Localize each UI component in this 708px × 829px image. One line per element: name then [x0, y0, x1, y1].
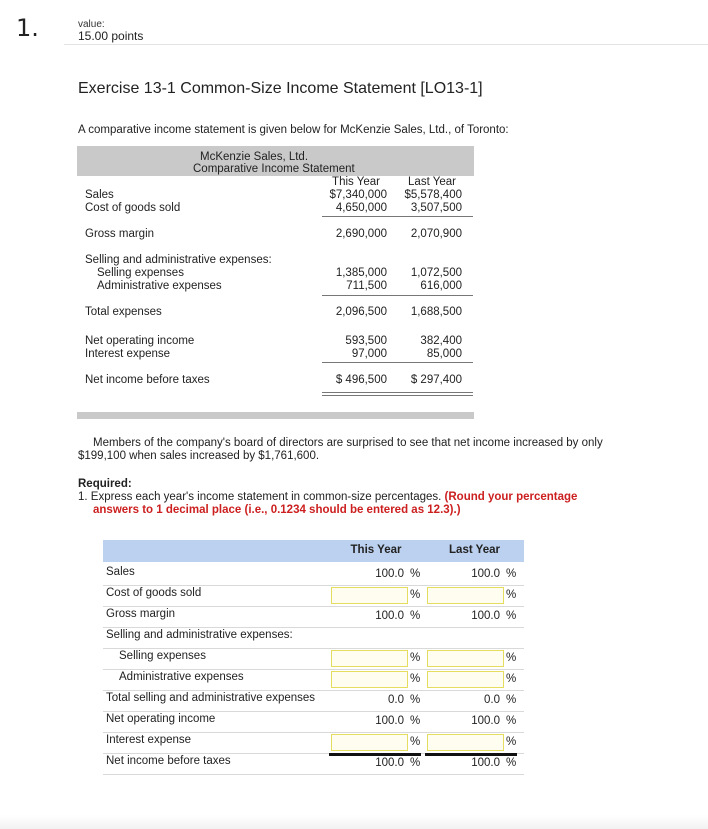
required-heading: Required:: [78, 478, 132, 490]
exercise-title: Exercise 13-1 Common-Size Income Statement [LO13-1]: [78, 80, 483, 97]
stmt-this: 4,650,000: [335, 202, 387, 214]
cs-this-input: 100.0: [375, 568, 404, 580]
cs-last-input: 0.0: [484, 694, 500, 706]
percent-sign: %: [410, 652, 421, 664]
required-item: [78, 491, 577, 503]
percent-sign: %: [410, 610, 421, 622]
percent-sign: %: [506, 715, 517, 727]
stmt-this: $7,340,000: [329, 189, 387, 201]
stmt-label: Gross margin: [85, 228, 155, 240]
underline: [322, 362, 473, 363]
percent-sign: %: [506, 610, 517, 622]
cs-last-input: 100.0: [471, 757, 500, 769]
stmt-label: Cost of goods sold: [85, 202, 181, 214]
cs-this-input[interactable]: [331, 671, 408, 688]
cs-last-input[interactable]: [427, 650, 504, 667]
stmt-last: 382,400: [420, 335, 462, 347]
double-underline: [322, 392, 473, 393]
cs-row-label: Interest expense: [106, 734, 192, 746]
percent-sign: %: [506, 568, 517, 580]
percent-sign: %: [506, 694, 517, 706]
stmt-this: 711,500: [346, 280, 387, 292]
cs-this-input[interactable]: [331, 650, 408, 667]
stmt-this: 1,385,000: [335, 267, 387, 279]
stmt-this: 593,500: [345, 335, 387, 347]
cs-row-label: Selling expenses: [119, 650, 206, 662]
cs-last-input[interactable]: [427, 671, 504, 688]
row-divider: [103, 606, 524, 607]
rounding-note-2: answers to 1 decimal place (i.e., 0.1234 should be entered as 12.3).): [93, 504, 461, 516]
cs-row-label: Net income before taxes: [106, 755, 231, 767]
stmt-this: 2,690,000: [335, 228, 387, 240]
row-divider: [103, 648, 524, 649]
cs-row-label: Total selling and administrative expenses: [106, 692, 316, 704]
members-text: Members of the company's board of directors are surprised to see that net income increased by only: [93, 437, 603, 449]
stmt-last: $ 297,400: [410, 374, 462, 386]
cs-this-input: 100.0: [375, 610, 404, 622]
value-label: value:: [78, 19, 105, 30]
cs-row-label: Selling and administrative expenses:: [106, 629, 293, 641]
required-item-text: 1. Express each year's income statement in common-size percentages.: [78, 491, 442, 503]
percent-sign: %: [410, 589, 421, 601]
cs-this-input: 100.0: [375, 757, 404, 769]
underline: [322, 295, 473, 296]
intro-text: A comparative income statement is given below for McKenzie Sales, Ltd., of Toronto:: [78, 124, 509, 136]
percent-sign: %: [506, 673, 517, 685]
cs-last-input[interactable]: [427, 587, 504, 604]
percent-sign: %: [410, 757, 421, 769]
cs-col-last-year: Last Year: [449, 544, 500, 556]
divider: [64, 44, 708, 45]
cs-row-label: Net operating income: [106, 713, 216, 725]
rounding-note: (Round your percentage: [444, 491, 578, 503]
percent-sign: %: [410, 673, 421, 685]
total-rule: [425, 753, 517, 756]
stmt-label: Interest expense: [85, 348, 171, 360]
stmt-label: Net operating income: [85, 335, 195, 347]
members-text-2: $199,100 when sales increased by $1,761,600.: [78, 450, 320, 462]
stmt-last: 85,000: [426, 348, 462, 360]
col-this-year: This Year: [332, 176, 380, 188]
company-name: McKenzie Sales, Ltd.: [200, 151, 309, 163]
cs-last-input: 100.0: [471, 610, 500, 622]
page-bottom: [0, 815, 708, 829]
row-divider: [103, 585, 524, 586]
stmt-label: Selling and administrative expenses:: [85, 254, 272, 266]
stmt-label: Total expenses: [85, 306, 162, 318]
stmt-label: Administrative expenses: [97, 280, 222, 292]
cs-last-input[interactable]: [427, 734, 504, 751]
percent-sign: %: [410, 568, 421, 580]
stmt-last: 616,000: [420, 280, 462, 292]
total-rule: [329, 753, 421, 756]
cs-this-input[interactable]: [331, 734, 408, 751]
row-divider: [103, 690, 524, 691]
stmt-last: 3,507,500: [410, 202, 462, 214]
stmt-this: 2,096,500: [335, 306, 387, 318]
row-divider: [103, 669, 524, 670]
stmt-this: 97,000: [351, 348, 387, 360]
stmt-label: Sales: [85, 189, 114, 201]
percent-sign: %: [506, 589, 517, 601]
question-number: 1.: [16, 14, 39, 42]
statement-subtitle: Comparative Income Statement: [193, 163, 355, 175]
cs-col-this-year: This Year: [350, 544, 402, 556]
stmt-label: Net income before taxes: [85, 374, 210, 386]
cs-last-input: 100.0: [471, 715, 500, 727]
percent-sign: %: [410, 715, 421, 727]
cs-this-input: 0.0: [388, 694, 404, 706]
double-underline: [322, 395, 473, 396]
statement-footer-band: [77, 412, 474, 419]
row-divider: [103, 774, 524, 775]
row-divider: [103, 732, 524, 733]
stmt-last: 2,070,900: [410, 228, 462, 240]
cs-row-label: Administrative expenses: [119, 671, 244, 683]
col-last-year: Last Year: [408, 176, 456, 188]
percent-sign: %: [410, 694, 421, 706]
percent-sign: %: [506, 757, 517, 769]
cs-this-input: 100.0: [375, 715, 404, 727]
points-value: 15.00 points: [78, 29, 144, 43]
stmt-last: 1,688,500: [410, 306, 462, 318]
underline: [322, 216, 473, 217]
stmt-last: 1,072,500: [410, 267, 462, 279]
stmt-label: Selling expenses: [97, 267, 184, 279]
percent-sign: %: [506, 736, 517, 748]
cs-row-label: Sales: [106, 566, 135, 578]
stmt-last: $5,578,400: [404, 189, 462, 201]
row-divider: [103, 627, 524, 628]
percent-sign: %: [506, 652, 517, 664]
cs-row-label: Gross margin: [106, 608, 176, 620]
cs-this-input[interactable]: [331, 587, 408, 604]
cs-last-input: 100.0: [471, 568, 500, 580]
cs-row-label: Cost of goods sold: [106, 587, 202, 599]
stmt-this: $ 496,500: [335, 374, 387, 386]
row-divider: [103, 711, 524, 712]
percent-sign: %: [410, 736, 421, 748]
